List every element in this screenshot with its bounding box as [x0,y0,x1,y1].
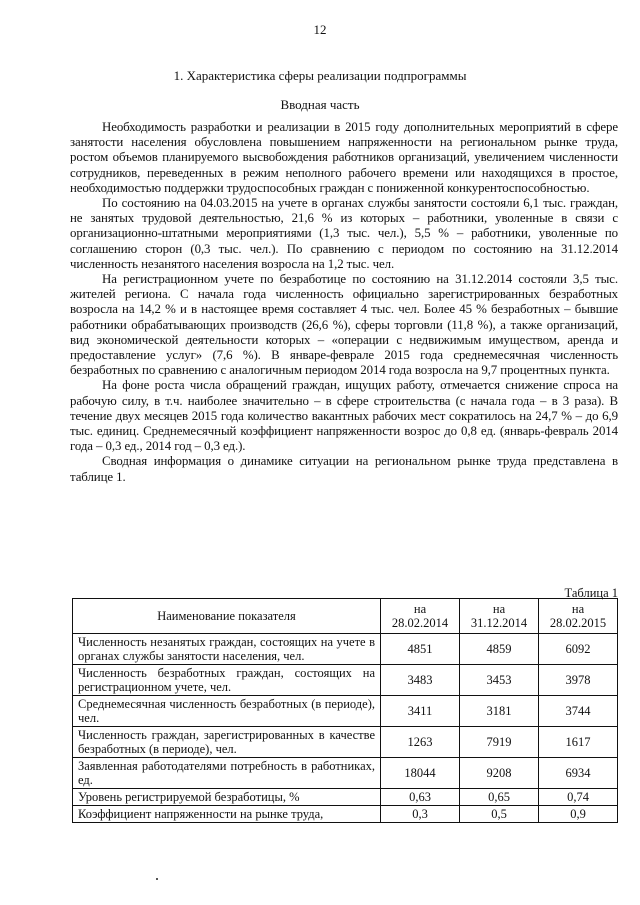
indicator-value: 9208 [460,758,539,789]
indicator-value: 7919 [460,727,539,758]
indicator-value: 3181 [460,696,539,727]
indicator-value: 3411 [381,696,460,727]
table-row [73,789,618,806]
indicator-name: Среднемесячная численность безработных (в периоде), чел. [73,696,381,727]
table-row [73,758,618,789]
indicator-name: Коэффициент напряженности на рынке труда, [73,806,381,823]
indicator-name: Численность граждан, зарегистрированных в качестве безработных (в периоде), чел. [73,727,381,758]
column-header-date: на 28.02.2014 [381,599,460,634]
indicator-name: Уровень регистрируемой безработицы, % [73,789,381,806]
indicator-value: 4851 [381,634,460,665]
table-row [73,665,618,696]
paragraph: Необходимость разработки и реализации в 2015 году дополнительных мероприятий в сфере занятости населения обусловлена повышением напряженности на региональном рынке труда, ростом объемов планируемого высвобождения работников организаций, увеличением численности сотрудников, переведенных в режим неполного рабочего времени или находящихся в простое, необходимостью поддержки трудоспособных граждан с пониженной конкурентоспособностью. [70,120,618,195]
paragraph: На фоне роста числа обращений граждан, ищущих работу, отмечается снижение спроса на рабочую силу, в т.ч. наиболее значительно – в сфере строительства (с начала года – в 3 раза). В течение двух месяцев 2015 года количество вакантных рабочих мест сократилось на 24,7 % – до 6,9 тыс. единиц. Среднемесячный коэффициент напряженности возрос до 0,8 ед. (январь-февраль 2014 года – 0,3 ед., 2014 год – 0,3 ед.). [70,378,618,454]
column-header-indicator: Наименование показателя [73,599,381,634]
page-number: 12 [313,22,327,37]
indicator-value: 0,3 [381,806,460,823]
subsection-title: Вводная часть [280,97,360,112]
paragraph: Сводная информация о динамике ситуации на региональном рынке труда представлена в таблице 1. [70,454,618,484]
table-row [73,727,618,758]
table-caption: Таблица 1 [564,586,618,600]
paragraph: На регистрационном учете по безработице по состоянию на 31.12.2014 состояли 3,5 тыс. жителей региона. С начала года численность официально зарегистрированных безработных возросла на 14,2 % и в настоящее время составляет 4 тыс. чел. Более 45 % безработных – бывшие работники обрабатывающих производств (26,6 %), сферы торговли (11,8 %), а также организаций, вид экономической деятельности которых – «операции с недвижимым имуществом, аренда и предоставление услуг» (7,6 %). В январе-феврале 2015 года среднемесячная численность безработных по сравнению с аналогичным периодом 2014 года возросла на 9,7 процентных пункта. [70,272,618,378]
indicator-value: 1617 [539,727,618,758]
indicator-value: 6934 [539,758,618,789]
indicator-value: 0,65 [460,789,539,806]
indicator-value: 4859 [460,634,539,665]
indicator-value: 3978 [539,665,618,696]
column-header-date: на 31.12.2014 [460,599,539,634]
indicator-value: 0,63 [381,789,460,806]
indicator-value: 18044 [381,758,460,789]
indicator-value: 1263 [381,727,460,758]
table-header-row [73,599,618,634]
indicator-value: 3744 [539,696,618,727]
indicator-name: Заявленная работодателями потребность в работниках, ед. [73,758,381,789]
section-title: 1. Характеристика сферы реализации подпрограммы [173,68,467,83]
indicator-value: 0,5 [460,806,539,823]
body-text [70,120,618,485]
labor-market-table [72,598,618,823]
paragraph: По состоянию на 04.03.2015 на учете в органах службы занятости состояли 6,1 тыс. граждан, не занятых трудовой деятельностью, 21,6 % из которых – работники, уволенные в связи с организационно-штатными мероприятиями (1,3 тыс. чел.), 5,5 % – работники, уволенные по соглашению сторон (0,3 тыс. чел.). По сравнению с периодом по состоянию на 31.12.2014 численность незанятого населения возросла на 1,2 тыс. чел. [70,196,618,271]
table-row [73,634,618,665]
indicator-value: 3453 [460,665,539,696]
indicator-name: Численность безработных граждан, состоящих на регистрационном учете, чел. [73,665,381,696]
indicator-value: 0,74 [539,789,618,806]
column-header-date: на 28.02.2015 [539,599,618,634]
indicator-value: 0,9 [539,806,618,823]
indicator-value: 6092 [539,634,618,665]
indicator-value: 3483 [381,665,460,696]
table-row [73,806,618,823]
indicator-name: Численность незанятых граждан, состоящих на учете в органах службы занятости населения, чел. [73,634,381,665]
table-row [73,696,618,727]
scan-speck [156,878,158,880]
